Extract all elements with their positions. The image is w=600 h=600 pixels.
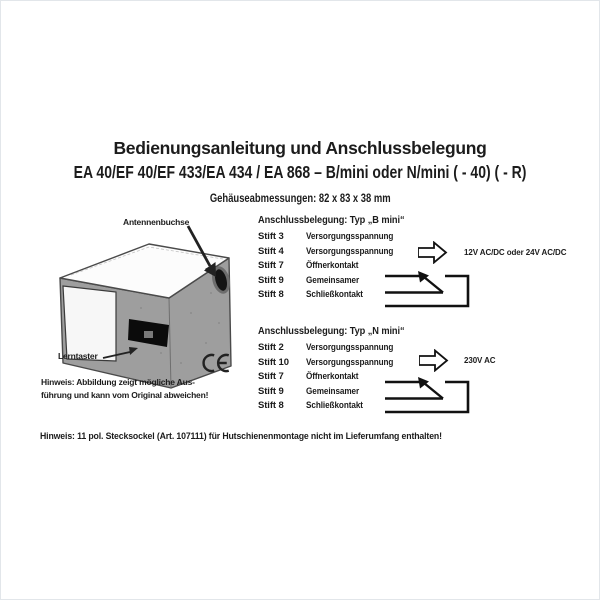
voltage-b: 12V AC/DC oder 24V AC/DC bbox=[464, 247, 567, 257]
block-arrow-right-icon bbox=[419, 349, 449, 372]
pin-function: Versorgungsspannung bbox=[306, 342, 394, 353]
pin-number: Stift 3 bbox=[258, 231, 284, 242]
pin-function: Schließkontakt bbox=[306, 400, 363, 412]
pin-number: Stift 2 bbox=[258, 342, 284, 353]
pin-number: Stift 9 bbox=[258, 385, 284, 397]
pin-function: Versorgungsspannung bbox=[306, 231, 394, 242]
learn-button bbox=[144, 331, 153, 338]
pinout-n-row bbox=[258, 341, 488, 356]
figure-note-line1: Hinweis: Abbildung zeigt mögliche Aus- bbox=[41, 377, 195, 387]
pin-function: Öffnerkontakt bbox=[306, 260, 359, 272]
pin-function: Öffnerkontakt bbox=[306, 371, 359, 383]
figure-note-line2: führung und kann vom Original abweichen! bbox=[41, 389, 209, 400]
page-title-text: Bedienungsanleitung und Anschlussbelegung bbox=[113, 138, 487, 158]
pin-number: Stift 8 bbox=[258, 400, 284, 412]
pin-number: Stift 4 bbox=[258, 245, 284, 257]
footer-note: Hinweis: 11 pol. Stecksockel (Art. 107111) für Hutschienenmontage nicht im Lieferumfang enthalten! bbox=[40, 431, 442, 441]
voltage-n: 230V AC bbox=[464, 355, 496, 365]
pin-number: Stift 7 bbox=[258, 371, 284, 383]
page-title bbox=[1, 138, 599, 159]
model-line-text: EA 40/EF 40/EF 433/EA 434 / EA 868 – B/mini oder N/mini ( - 40) ( - R) bbox=[73, 162, 527, 182]
pin-function: Gemeinsamer bbox=[306, 274, 360, 286]
antenna-label: Antennenbuchse bbox=[123, 217, 190, 227]
dimensions-line bbox=[1, 193, 599, 205]
pin-number: Stift 8 bbox=[258, 289, 284, 301]
pinout-n-row bbox=[258, 356, 488, 371]
learn-button-label: Lerntaster bbox=[58, 351, 98, 361]
pin-number: Stift 10 bbox=[258, 356, 289, 368]
dimensions-text: Gehäuseabmessungen: 82 x 83 x 38 mm bbox=[209, 193, 391, 205]
device-label-panel bbox=[63, 286, 116, 361]
pinout-b-row bbox=[258, 230, 488, 245]
ce-mark-icon bbox=[198, 350, 232, 376]
pinout-b-heading: Anschlussbelegung: Typ „B mini“ bbox=[258, 214, 405, 226]
pin-function: Versorgungsspannung bbox=[306, 245, 394, 257]
pin-function: Versorgungsspannung bbox=[306, 356, 394, 368]
figure-note bbox=[41, 376, 208, 401]
changeover-contact-symbol bbox=[385, 372, 475, 419]
block-arrow-right-icon bbox=[418, 241, 448, 264]
pin-number: Stift 9 bbox=[258, 274, 284, 286]
pinout-b-row bbox=[258, 245, 488, 260]
pin-function: Schließkontakt bbox=[306, 289, 363, 301]
model-line bbox=[1, 162, 599, 183]
pinout-n-heading: Anschlussbelegung: Typ „N mini“ bbox=[258, 325, 405, 337]
pin-number: Stift 7 bbox=[258, 260, 284, 272]
changeover-contact-symbol bbox=[385, 266, 475, 313]
pin-function: Gemeinsamer bbox=[306, 385, 360, 397]
